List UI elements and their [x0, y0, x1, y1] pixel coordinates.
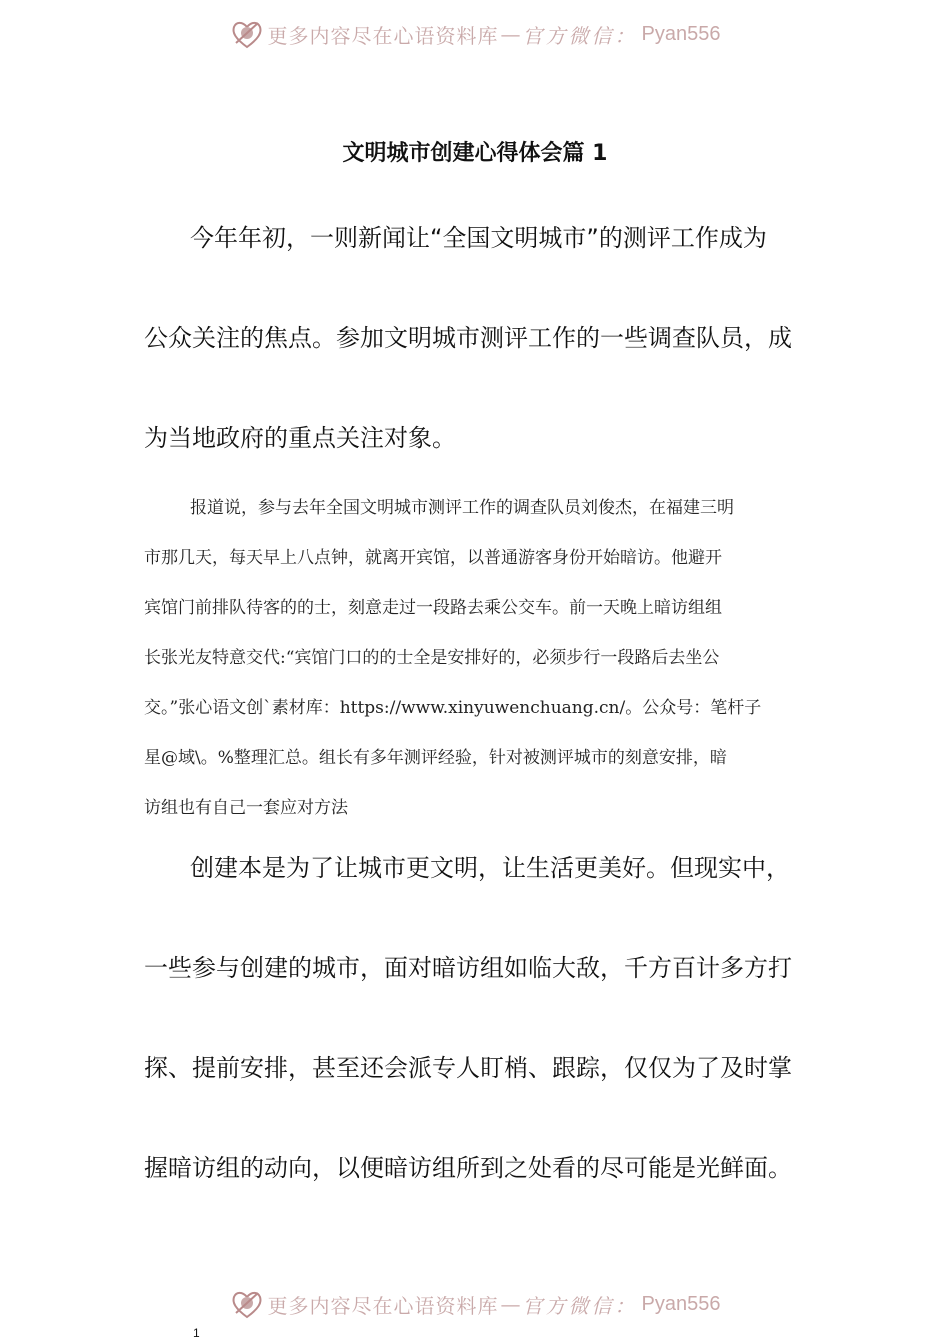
paragraph-line: 长张光友特意交代:“宾馆门口的的士全是安排好的，必须步行一段路后去坐公 [144, 648, 720, 668]
paragraph-line: 报道说，参与去年全国文明城市测评工作的调查队员刘俊杰，在福建三明 [190, 498, 734, 518]
paragraph-line: 星@域\。%整理汇总。组长有多年测评经验，针对被测评城市的刻意安排，暗 [144, 748, 727, 768]
heart-logo-icon [230, 1287, 264, 1321]
banner-dash: — [500, 1292, 521, 1316]
paragraph-line: 创建本是为了让城市更文明，让生活更美好。但现实中， [190, 854, 790, 882]
paragraph-line: 今年年初，一则新闻让“全国文明城市”的测评工作成为 [190, 224, 767, 252]
footer-banner [0, 1284, 950, 1324]
header-banner [0, 14, 950, 54]
banner-wechat-id: Pyan556 [641, 1292, 721, 1315]
banner-brand-text: 更多内容尽在心语资料库 [267, 1293, 499, 1318]
banner-brand-text: 更多内容尽在心语资料库 [267, 23, 499, 48]
paragraph-2 [144, 483, 824, 833]
page-number: 1 [193, 1326, 200, 1340]
paragraph-line: 交。”张心语文创`素材库：https://www.xinyuwenchuang.cn/。公众号：笔杆子 [144, 698, 762, 718]
paragraph-line: 市那几天，每天早上八点钟，就离开宾馆，以普通游客身份开始暗访。他避开 [144, 548, 722, 568]
paragraph-1 [144, 188, 824, 488]
banner-official-label: 官方微信： [522, 1293, 638, 1318]
banner-dash: — [500, 22, 521, 46]
paragraph-line: 公众关注的焦点。参加文明城市测评工作的一些调查队员，成 [144, 324, 792, 352]
paragraph-line: 一些参与创建的城市，面对暗访组如临大敌，千方百计多方打 [144, 954, 792, 982]
banner-official-label: 官方微信： [522, 23, 638, 48]
banner-wechat-id: Pyan556 [641, 22, 721, 45]
paragraph-line: 握暗访组的动向，以便暗访组所到之处看的尽可能是光鲜面。 [144, 1154, 792, 1182]
paragraph-3 [144, 818, 824, 1218]
paragraph-line: 访组也有自己一套应对方法 [144, 798, 348, 818]
paragraph-line: 探、提前安排，甚至还会派专人盯梢、跟踪，仅仅为了及时掌 [144, 1054, 792, 1082]
paragraph-line: 宾馆门前排队待客的的士，刻意走过一段路去乘公交车。前一天晚上暗访组组 [144, 598, 722, 618]
heart-logo-icon [230, 17, 264, 51]
document-title: 文明城市创建心得体会篇 1 [342, 141, 608, 166]
paragraph-line: 为当地政府的重点关注对象。 [144, 424, 456, 452]
